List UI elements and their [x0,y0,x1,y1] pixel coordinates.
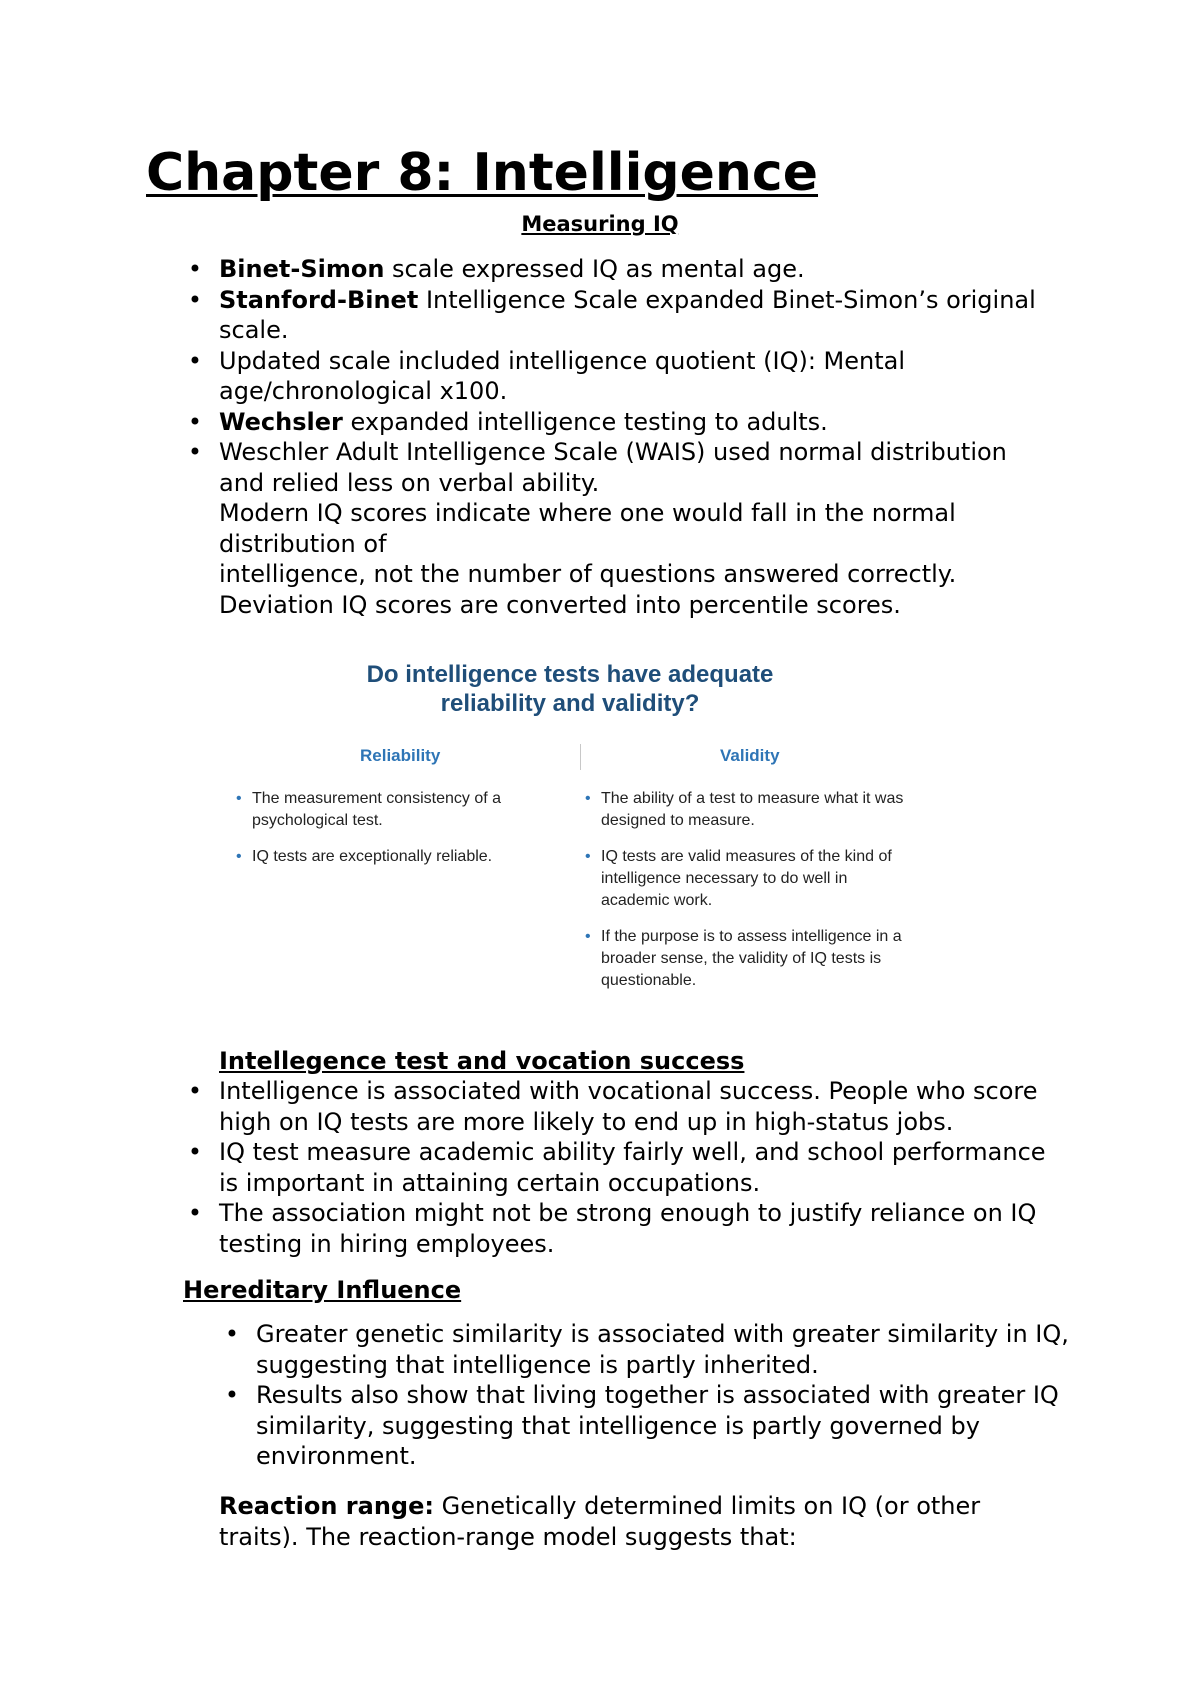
list-item-text: The measurement consistency of a psychological test. [252,790,502,829]
list-item [187,346,1059,407]
bullet-icon: • [585,848,591,865]
list-item-text: Updated scale included intelligence quotient (IQ): Mental age/chronological x100. [219,346,906,405]
list-item [187,285,1059,346]
vocation-heading: Intellegence test and vocation success [219,1047,745,1075]
reliability-validity-figure [210,660,930,1000]
list-item [187,1137,1069,1198]
continuation-line: Deviation IQ scores are converted into percentile scores. [219,590,901,619]
list-item-text: Weschler Adult Intelligence Scale (WAIS) used normal distribution and relied less on verbal ability. [219,438,1007,497]
list-item-text: IQ tests are exceptionally reliable. [252,848,493,865]
reliability-list [236,788,566,882]
bullet-icon: • [585,928,591,945]
reliability-heading: Reliability [360,746,441,765]
bullet-icon: • [224,1381,240,1409]
reaction-range-paragraph [219,1491,1059,1552]
figure-title-line: reliability and validity? [440,690,700,717]
figure-title [210,660,930,718]
bullet-icon: • [224,1320,240,1348]
list-item-text: scale expressed IQ as mental age. [384,255,805,283]
list-item [187,437,1059,620]
paragraph-text: Genetically determined limits on IQ (or other traits). The reaction-range model suggests that: [219,1492,981,1551]
figure-title-line: Do intelligence tests have adequate [366,661,774,688]
list-item-text: The association might not be strong enough to justify reliance on IQ testing in hiring employees. [219,1199,1037,1258]
page-title: Chapter 8: Intelligence [146,143,819,203]
bullet-icon: • [187,255,203,283]
list-item-text: Greater genetic similarity is associated with greater similarity in IQ, suggesting that intelligence is partly inherited. [256,1320,1069,1379]
hereditary-heading: Hereditary Influence [183,1276,462,1304]
list-item-text: Intelligence Scale expanded Binet-Simon’s original scale. [219,285,1036,344]
term: Reaction range: [219,1492,434,1520]
term: Stanford-Binet [219,285,419,314]
validity-heading: Validity [720,746,780,765]
vocation-list [187,1076,1069,1259]
list-item-text: If the purpose is to assess intelligence in a broader sense, the validity of IQ tests is questionable. [601,928,902,989]
list-item [187,1076,1069,1137]
bullet-icon: • [187,1077,203,1105]
validity-list [585,788,905,1006]
list-item [585,788,905,832]
continuation-line: intelligence, not the number of questions answered correctly. [219,560,957,588]
list-item [585,926,905,992]
bullet-icon: • [187,285,203,314]
list-item-text: Results also show that living together is associated with greater IQ similarity, suggesting that intelligence is partly governed by environment. [256,1381,1059,1470]
bullet-icon: • [187,346,203,375]
list-item-text: The ability of a test to measure what it was designed to measure. [601,790,904,829]
column-divider [580,744,581,770]
bullet-icon: • [187,438,203,466]
list-item-text: IQ test measure academic ability fairly well, and school performance is important in attaining certain occupations. [219,1138,1046,1197]
measuring-iq-list [187,254,1059,620]
list-item [187,254,1059,285]
bullet-icon: • [187,1199,203,1227]
list-item-text: expanded intelligence testing to adults. [342,407,828,436]
list-item [585,846,905,912]
list-item [187,407,1059,438]
bullet-icon: • [236,790,242,807]
bullet-icon: • [187,407,203,436]
term: Wechsler [219,407,343,436]
list-item-text: IQ tests are valid measures of the kind of intelligence necessary to do well in academic work. [601,848,892,909]
bullet-icon: • [236,848,242,865]
list-item [224,1380,1076,1472]
bullet-icon: • [187,1138,203,1166]
term: Binet-Simon [219,255,385,283]
list-item [224,1319,1076,1380]
section-subtitle-measuring-iq: Measuring IQ [521,212,679,236]
bullet-icon: • [585,790,591,807]
hereditary-list [224,1319,1076,1472]
list-item-text: Intelligence is associated with vocational success. People who score high on IQ tests are more likely to end up in high-status jobs. [219,1077,1038,1136]
list-item [236,846,566,868]
continuation-line: Modern IQ scores indicate where one would fall in the normal distribution of [219,499,956,558]
list-item [236,788,566,832]
list-item [187,1198,1069,1259]
